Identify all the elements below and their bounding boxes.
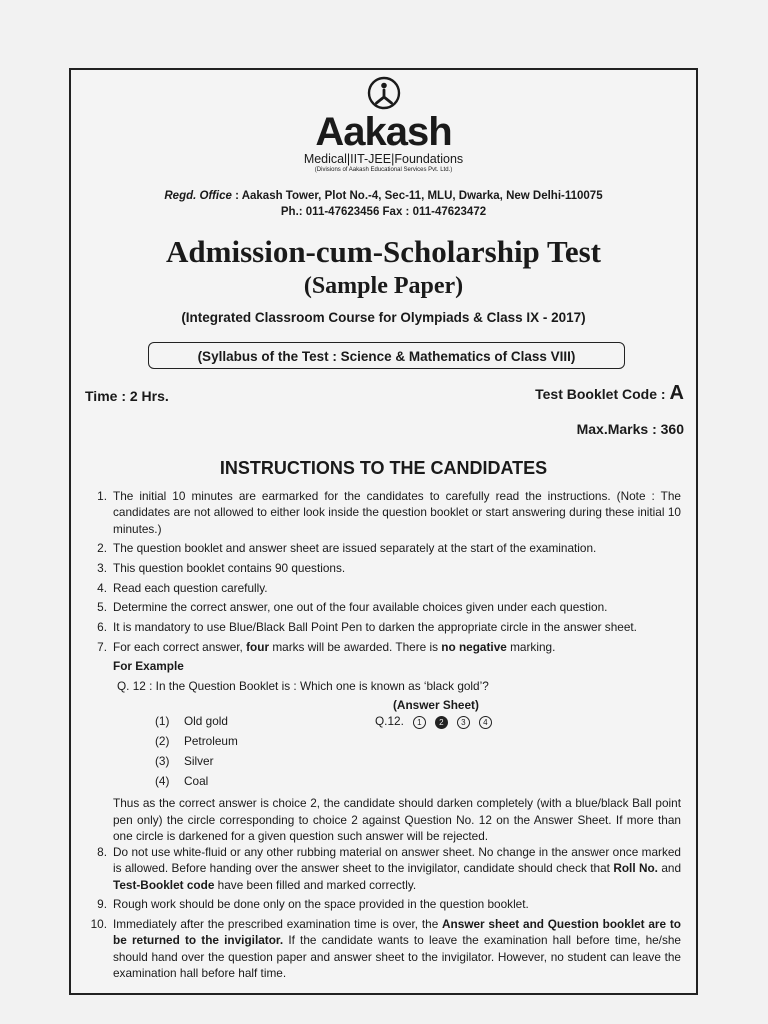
regd-address: : Aakash Tower, Plot No.-4, Sec-11, MLU, Dwarka, New Delhi-110075	[231, 190, 603, 202]
regd-label: Regd. Office	[164, 190, 232, 202]
list-item: 3. This question booklet contains 90 questions.	[97, 560, 346, 575]
list-item: 6. It is mandatory to use Blue/Black Ball Point Pen to darken the appropriate circle in the answer sheet.	[97, 620, 637, 635]
page-subtitle: (Sample Paper)	[303, 273, 464, 299]
bubble-4: 4	[479, 716, 492, 729]
brand-name: Aakash	[315, 110, 452, 154]
max-marks: Max.Marks : 360	[576, 421, 684, 437]
document-page	[69, 68, 698, 995]
page-title: Admission-cum-Scholarship Test	[166, 234, 601, 269]
syllabus-box: (Syllabus of the Test : Science & Mathematics of Class VIII)	[148, 342, 625, 369]
bubble-2-filled: 2	[435, 716, 448, 729]
aakash-emblem-icon	[367, 76, 401, 110]
brand-division: (Divisions of Aakash Educational Services Pvt. Ltd.)	[314, 167, 453, 173]
list-item: 4. Read each question carefully.	[97, 580, 268, 595]
for-example-label: For Example	[113, 659, 184, 674]
list-item: 9. Rough work should be done only on the space provided in the question booklet.	[97, 897, 529, 912]
list-item: 8. Do not use white-fluid or any other rubbing material on answer sheet. No change in the answer once marked is allowed. Before handing over the answer sheet to the invigilator, candidate should check that Roll No. and Test-Booklet code have been filled and marked correctly.	[97, 845, 682, 892]
time-allowed: Time : 2 Hrs.	[85, 388, 169, 404]
example-question: Q. 12 : In the Question Booklet is : Which one is known as ‘black gold’?	[117, 678, 489, 693]
option-row: (3) Silver	[155, 754, 214, 769]
instructions-list	[89, 488, 681, 985]
bubble-3: 3	[457, 716, 470, 729]
list-item: 10. Immediately after the prescribed examination time is over, the Answer sheet and Question booklet are to be returned to the invigilator. If the candidate wants to leave the examination hall before time, he/she should hand over the question paper and answer sheet to the invigilator. However, no student can leave the examination hall before half time.	[90, 917, 681, 981]
booklet-code-value: A	[669, 382, 684, 404]
registered-office	[71, 188, 696, 220]
brand-tagline: Medical|IIT-JEE|Foundations	[303, 152, 464, 166]
logo-block	[71, 76, 696, 174]
option-row: (1) Old gold Q.12. 1 2 3 4	[113, 713, 681, 733]
course-name: (Integrated Classroom Course for Olympiads & Class IX - 2017)	[181, 310, 586, 325]
booklet-code-label: Test Booklet Code :	[535, 386, 666, 402]
option-row: (4) Coal	[155, 774, 209, 789]
example-block	[89, 658, 681, 844]
list-item: 2. The question booklet and answer sheet are issued separately at the start of the examination.	[97, 541, 597, 556]
answer-bubbles: Q.12. 1 2 3 4	[375, 713, 492, 729]
option-row: (2) Petroleum	[155, 734, 238, 749]
phone-fax: Ph.: 011-47623456 Fax : 011-47623472	[280, 206, 487, 218]
list-item: 7. For each correct answer, four marks will be awarded. There is no negative marking.	[97, 639, 556, 654]
example-explanation: Thus as the correct answer is choice 2, the candidate should darken completely (with a blue/black Ball point pen only) the circle corresponding to choice 2 against Question No. 12 on the Answer Sheet. If more than one circle is darkened for a given question such answer will be rejected.	[113, 796, 681, 843]
test-booklet-code	[535, 382, 684, 405]
answer-sheet-label: (Answer Sheet)	[393, 698, 479, 712]
instructions-heading: INSTRUCTIONS TO THE CANDIDATES	[219, 458, 548, 478]
list-item: 5. Determine the correct answer, one out of the four available choices given under each question.	[97, 600, 608, 615]
list-item: 1. The initial 10 minutes are earmarked for the candidates to carefully read the instructions. (Note : The candidates are not allowed to either look inside the question booklet or start answering during these initial 10 minutes.)	[97, 489, 681, 536]
bubble-1: 1	[413, 716, 426, 729]
